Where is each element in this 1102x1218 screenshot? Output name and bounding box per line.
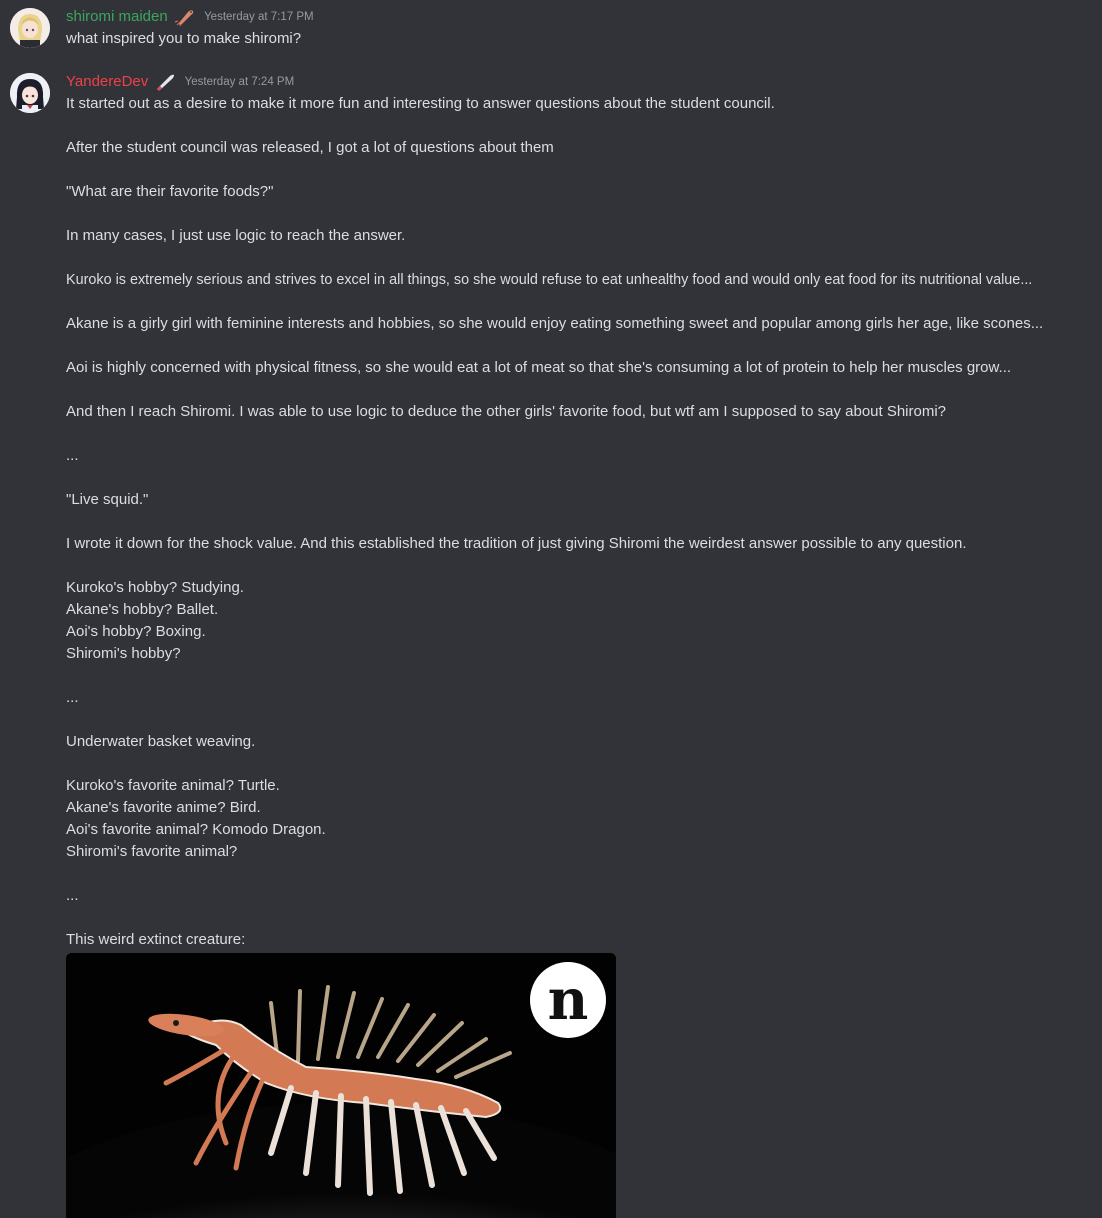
avatar[interactable] [10, 73, 50, 113]
message-text: Kuroko's hobby? Studying. [66, 579, 244, 596]
message-text: ... [66, 447, 79, 464]
author-name[interactable]: shiromi maiden [66, 8, 168, 26]
message-text: In many cases, I just use logic to reach the answer. [66, 227, 406, 244]
message-text: ... [66, 887, 79, 904]
logo-letter: n [547, 967, 589, 1033]
message-text: Aoi's hobby? Boxing. [66, 623, 206, 640]
message-text: Kuroko's favorite animal? Turtle. [66, 777, 280, 794]
timestamp[interactable]: Yesterday at 7:17 PM [204, 11, 314, 24]
message-text: "Live squid." [66, 491, 149, 508]
message-text: ... [66, 689, 79, 706]
message-text: Aoi is highly concerned with physical fitness, so she would eat a lot of meat so that she's consuming a lot of protein to help her muscles grow... [66, 359, 1012, 376]
attached-image[interactable] [66, 953, 616, 1218]
message-text: It started out as a desire to make it more fun and interesting to answer questions about the student council. [66, 95, 775, 112]
message-text: I wrote it down for the shock value. And this established the tradition of just giving Shiromi the weirdest answer possible to any question. [66, 535, 967, 552]
message-text: After the student council was released, I got a lot of questions about them [66, 139, 554, 156]
message-text: what inspired you to make shiromi? [66, 30, 302, 47]
message-text: Akane is a girly girl with feminine interests and hobbies, so she would enjoy eating something sweet and popular among girls her age, like scones... [66, 315, 1044, 332]
knife-role-icon[interactable] [154, 73, 176, 91]
author-name[interactable]: YandereDev [66, 73, 149, 91]
message-text: Akane's hobby? Ballet. [66, 601, 219, 618]
message-text: And then I reach Shiromi. I was able to use logic to deduce the other girls' favorite food, but wtf am I supposed to say about Shiromi? [66, 403, 947, 420]
hallucigenia-illustration [66, 953, 616, 1218]
message-text: Shiromi's favorite animal? [66, 843, 238, 860]
message-text: Underwater basket weaving. [66, 733, 256, 750]
message-text: Akane's favorite anime? Bird. [66, 799, 261, 816]
message-text: This weird extinct creature: [66, 931, 246, 948]
message-text: "What are their favorite foods?" [66, 183, 274, 200]
message-text: Kuroko is extremely serious and strives to excel in all things, so she would refuse to eat unhealthy food and would only eat food for its nutritional value... [66, 272, 1033, 288]
message-text: Shiromi's hobby? [66, 645, 181, 662]
message-text: Aoi's favorite animal? Komodo Dragon. [66, 821, 326, 838]
timestamp[interactable]: Yesterday at 7:24 PM [184, 76, 295, 89]
